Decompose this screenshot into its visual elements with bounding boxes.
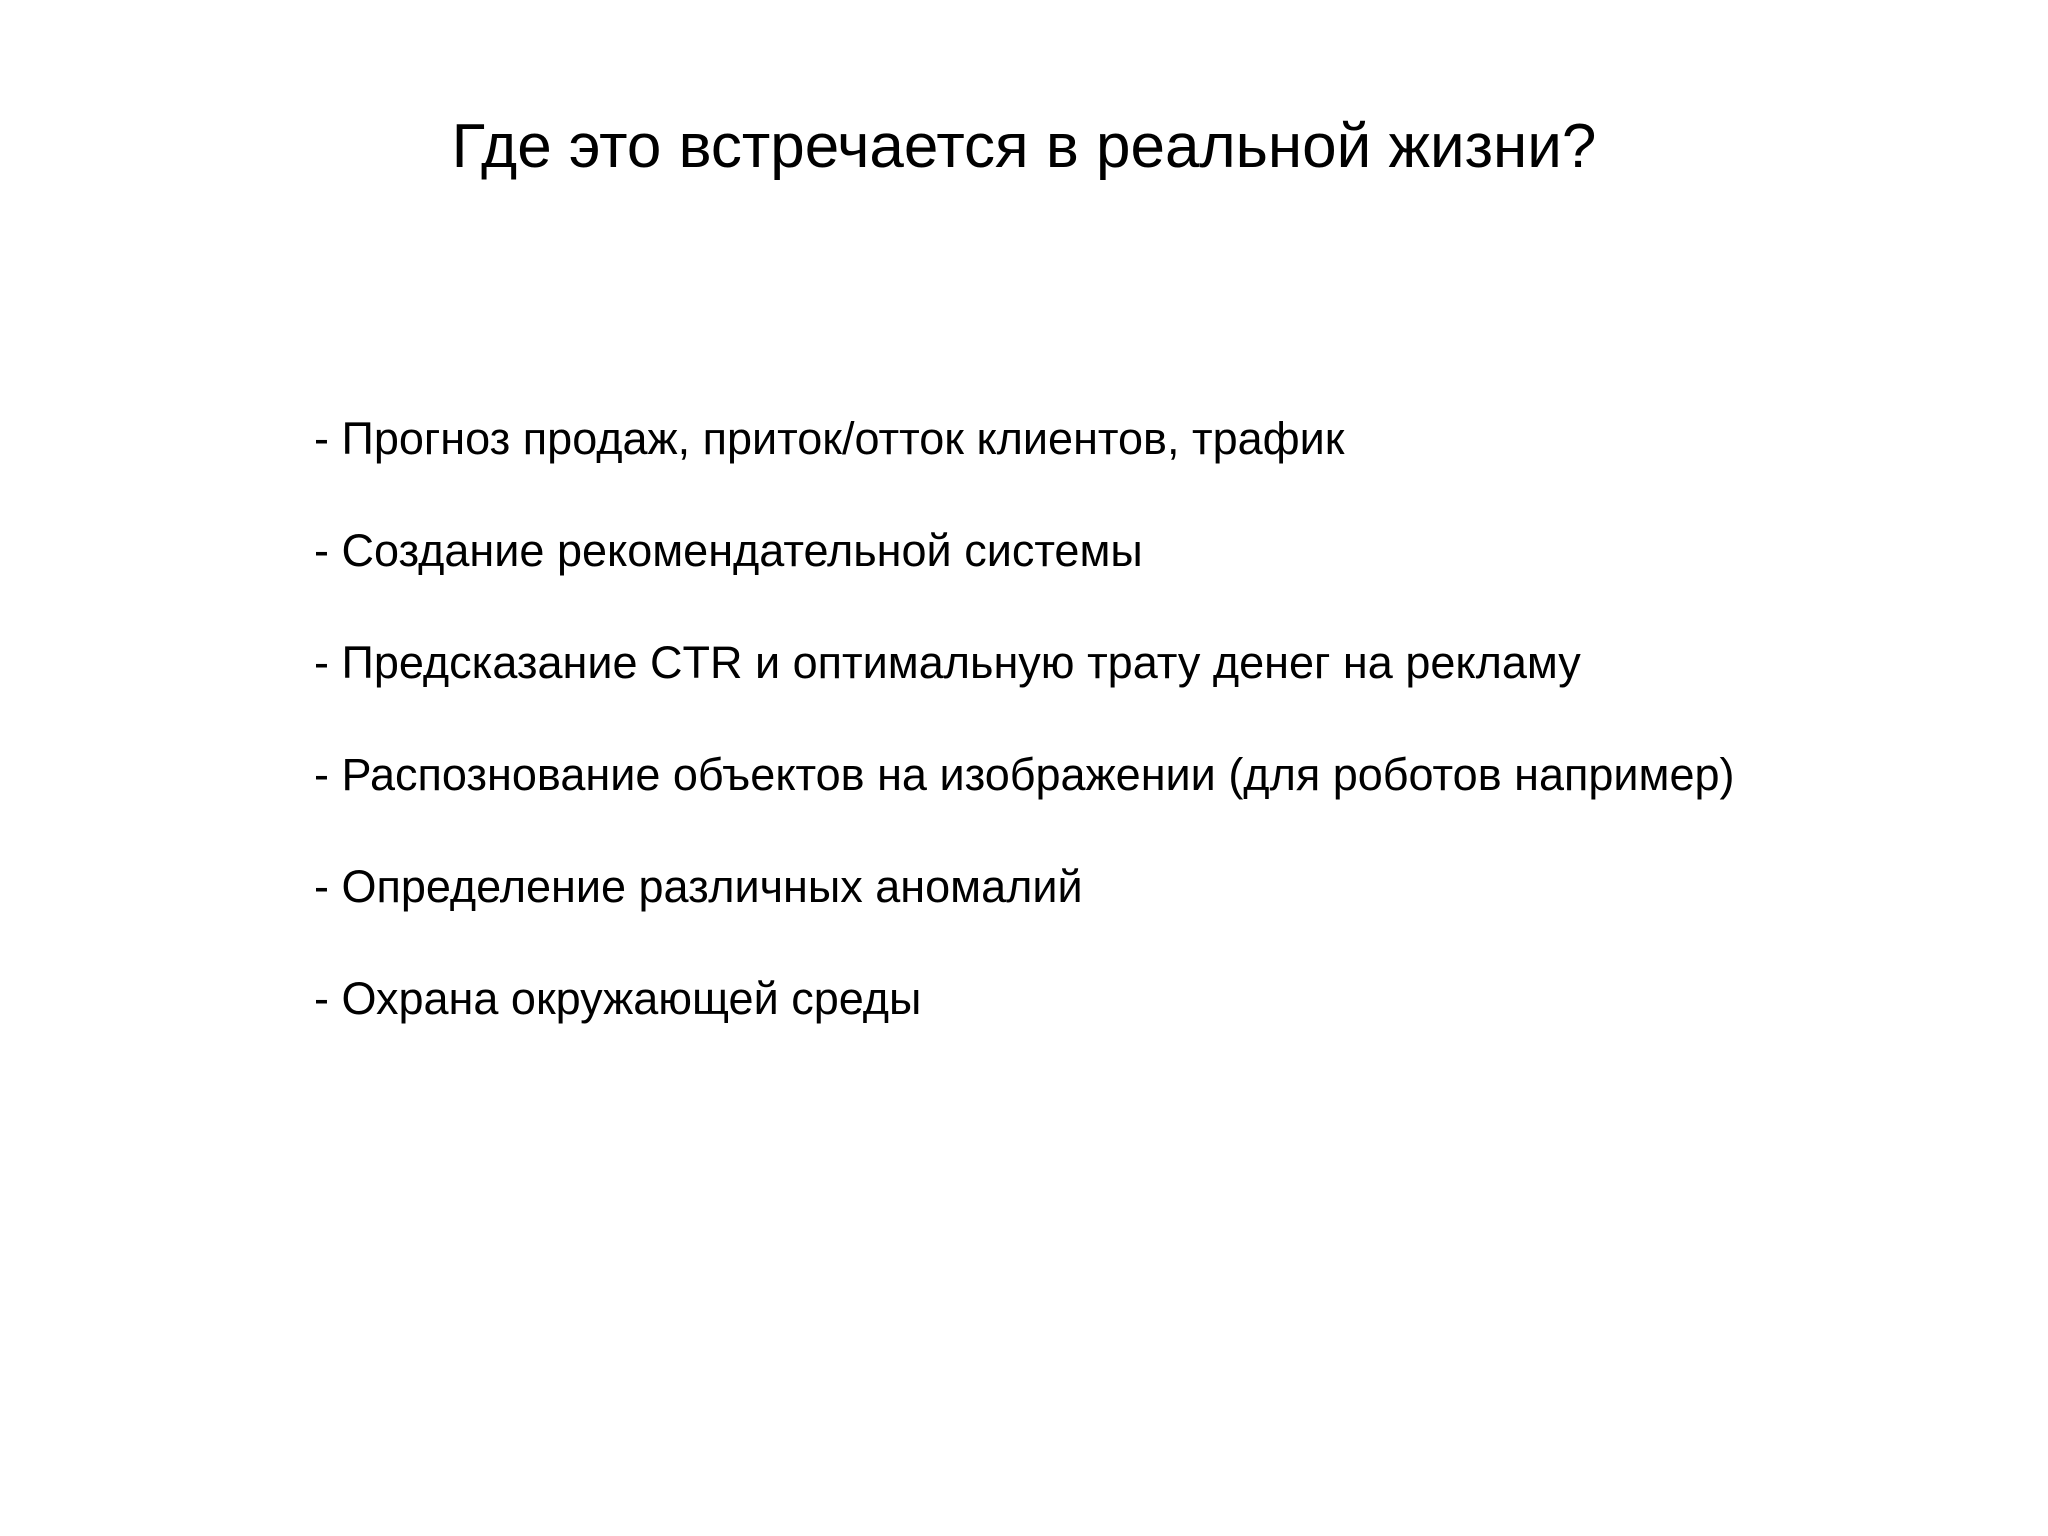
slide-title: Где это встречается в реальной жизни? [451, 112, 1597, 181]
list-item: - Предсказание CTR и оптимальную трату денег на рекламу [314, 637, 1581, 688]
list-item: - Определение различных аномалий [314, 861, 1083, 912]
list-item: - Охрана окружающей среды [314, 973, 922, 1024]
list-item: - Создание рекомендательной системы [314, 525, 1143, 576]
bullet-list [314, 411, 1735, 1083]
list-item: - Прогноз продаж, приток/отток клиентов, трафик [314, 413, 1345, 464]
list-item: - Распознование объектов на изображении (для роботов например) [314, 749, 1735, 800]
